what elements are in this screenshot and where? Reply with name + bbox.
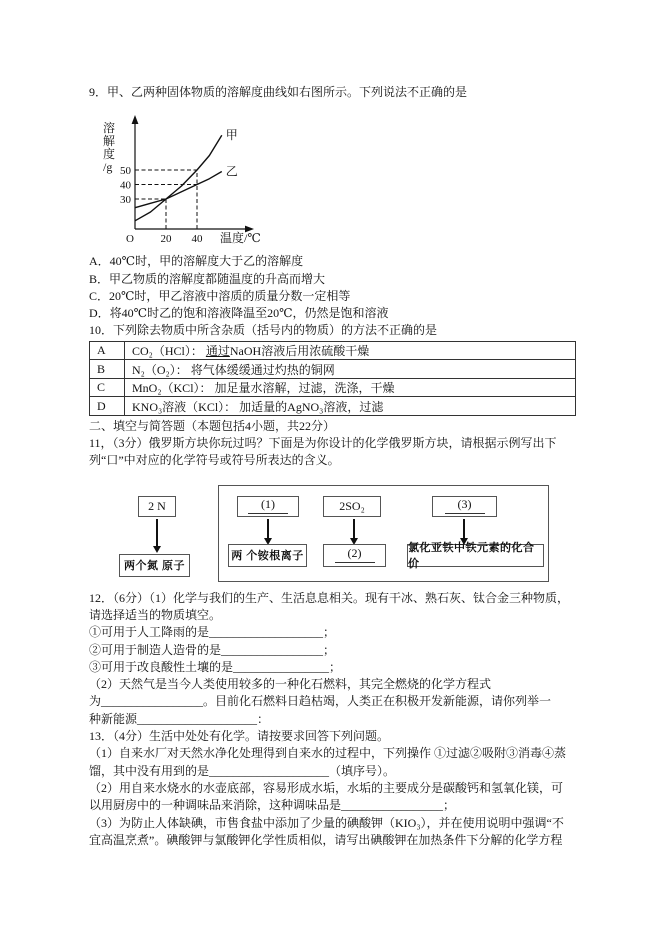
question-12-line5: 种新能源____________________： <box>89 711 270 726</box>
cell3-symbol-box <box>432 496 497 517</box>
question-13-line4: （2）用自来水烧水的水壶底部，容易形成水垢，水垢的主要成分是碳酸钙和氢氧化镁，可 <box>89 780 564 795</box>
table-row <box>90 397 576 416</box>
question-12-line3: （2）天然气是当今人类使用较多的一种化石燃料，其完全燃烧的化学方程式 <box>89 677 492 692</box>
solubility-figure <box>93 112 581 250</box>
row-method: MnO₂（KCl）： 加足量水溶解，过滤，洗涤，干燥 <box>125 378 576 397</box>
cell2-meaning-box <box>323 544 386 567</box>
question-9-options <box>89 253 581 322</box>
question-12-blank3: ③可用于改良酸性土壤的是________________； <box>89 659 342 674</box>
question-13-line1: 13．（4分）生活中处处有化学。请按要求回答下列问题。 <box>89 729 390 744</box>
row-method: N₂（O₂）： 将气体缓缓通过灼热的铜网 <box>125 360 576 379</box>
question-9-stem: 9．甲、乙两种固体物质的溶解度曲线如右图所示。下列说法不正确的是 <box>89 85 468 99</box>
arrow-down-icon <box>156 519 158 547</box>
question-13-line5: 以用厨房中的一种调味品来消除，这种调味品是_________________； <box>89 798 456 813</box>
question-13-line3: 馏，其中没有用到的是____________________（填序号）。 <box>89 763 396 778</box>
y-axis-label: 溶 <box>103 121 116 136</box>
question-13-line2: （1）自来水厂对天然水净化处理得到自来水的过程中，下列操作 ①过滤②吸附③消毒④蒸 <box>89 746 567 761</box>
cell2-symbol-box: 2SO₂ <box>323 496 381 517</box>
row-method: KNO₃溶液（KCl）： 加适量的AgNO₃溶液，过滤 <box>125 397 576 416</box>
option-c: C．20℃时，甲乙溶液中溶质的质量分数一定相等 <box>89 288 351 303</box>
question-12-line1: 12．（6分）（1）化学与我们的生产、生活息息相关。现有干冰、熟石灰、钛合金三种物质， <box>89 590 570 605</box>
question-12 <box>89 590 581 728</box>
option-d: D．将40℃时乙的饱和溶液降温至20℃，仍然是饱和溶液 <box>89 306 389 321</box>
question-12-line2: 请选择适当的物质填空。 <box>89 607 222 622</box>
example-symbol-box: 2 N <box>138 496 176 517</box>
series-label-乙: 乙 <box>225 164 238 179</box>
y-tick-label: 50 <box>120 165 131 178</box>
y-axis-label: 度 <box>103 147 116 162</box>
cell1-symbol-box <box>237 496 299 517</box>
table-row <box>90 341 576 360</box>
y-tick-label: 40 <box>120 179 131 192</box>
question-11-line2: 列“口”中对应的化学符号或符号所表达的含义。 <box>89 453 340 468</box>
row-label: B <box>90 360 125 379</box>
purification-table <box>89 341 576 416</box>
question-10-stem: 10．下列除去物质中所含杂质（括号内的物质）的方法不正确的是 <box>89 323 438 338</box>
tetris-diagram <box>89 483 581 585</box>
blank-1: (1) <box>248 498 288 514</box>
blank-2: (2) <box>335 547 375 563</box>
table-row <box>90 378 576 397</box>
example-meaning-box: 两个氮 原子 <box>119 554 190 577</box>
blank-3: (3) <box>445 498 485 514</box>
row-method: CO₂（HCl）： 通过NaOH溶液后用浓硫酸干燥 <box>125 341 576 360</box>
cell1-meaning-box: 两 个铵根离子 <box>228 544 307 567</box>
option-b: B．甲乙物质的溶解度都随温度的升高而增大 <box>89 271 326 286</box>
question-13 <box>89 728 581 849</box>
curve-乙 <box>135 172 222 208</box>
arrow-down-icon <box>463 519 465 539</box>
row-label: C <box>90 378 125 397</box>
x-origin-label: O <box>126 233 134 246</box>
arrow-down-icon <box>267 519 269 539</box>
row-label: D <box>90 397 125 416</box>
y-axis-unit-label: /g <box>103 160 113 175</box>
question-13-line6: （3）为防止人体缺碘，市售食盐中添加了少量的碘酸钾（KIO₃），并在使用说明中强调“不 <box>89 815 564 830</box>
x-axis-label: 温度/℃ <box>220 231 261 246</box>
page-content <box>89 84 581 849</box>
x-tick-label: 20 <box>160 233 172 246</box>
option-a: A．40℃时，甲的溶解度大于乙的溶解度 <box>89 254 304 269</box>
section-2-heading: 二、填空与简答题（本题包括4小题，共22分） <box>89 418 336 433</box>
question-13-line7: 宜高温烹煮”。碘酸钾与氯酸钾化学性质相似，请写出碘酸钾在加热条件下分解的化学方程 <box>89 832 563 847</box>
question-12-blank1: ①可用于人工降雨的是___________________； <box>89 625 336 640</box>
row-label: A <box>90 341 125 360</box>
question-12-line4: 为_________________。目前化石燃料日趋枯竭，人类正在积极开发新能源，请你列举一 <box>89 694 552 709</box>
y-axis-label: 解 <box>103 134 116 149</box>
question-11-line1: 11，（3分）俄罗斯方块你玩过吗？下面是为你设计的化学俄罗斯方块，请根据示例写出下 <box>89 436 557 451</box>
cell3-meaning-box: 氯化亚铁中铁元素的化合价 <box>407 544 544 567</box>
y-axis-arrow-icon <box>132 115 139 124</box>
curve-甲 <box>135 135 222 221</box>
question-12-blank2: ②可用于制造人造骨的是_________________； <box>89 642 336 657</box>
arrow-down-icon <box>353 519 355 539</box>
solubility-chart-svg <box>93 112 278 246</box>
x-tick-label: 40 <box>191 233 203 246</box>
series-label-甲: 甲 <box>225 128 238 143</box>
y-tick-label: 30 <box>120 194 131 207</box>
table-row <box>90 360 576 379</box>
